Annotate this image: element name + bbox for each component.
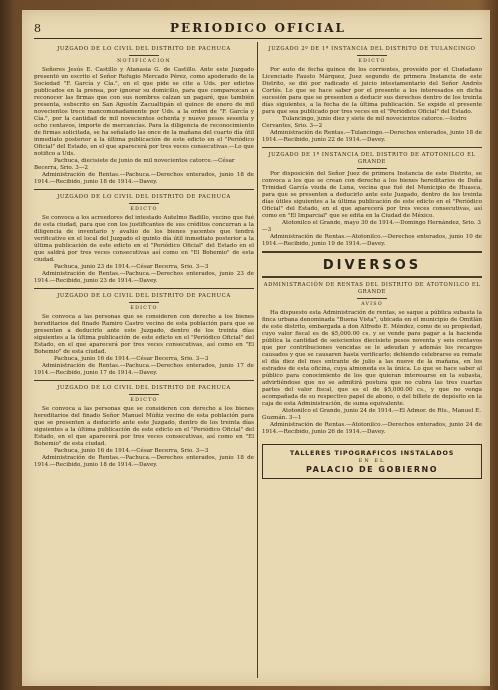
notice-footer: Administración de Rentas.—Pachuca.—Derechos enterados, junio 18 de 1914.—Recibido, junio 18 de 1914.—Davey. xyxy=(34,172,254,185)
notice-footer: Administración de Rentas.—Pachuca.—Derechos enterados, junio 18 de 1914.—Recibido, junio 18 de 1914.—Davey. xyxy=(34,455,254,468)
notice-left-4 xyxy=(34,385,254,469)
divider xyxy=(262,147,482,148)
notice-body: Se convoca a los acreedores del intestado Autelmo Badillo, vecino que fué de esta ciudad, para que con los justificantes de sus créditos concurran a la diligencia de inventario y avalúo de los bienes yacentes que tendrá verificativo en el local del Juzgado el quinto día útil inmediato posterior a la última publicación de este edicto en el "Periódico Oficial" del Estado en el que saldrá por tres veces consecutivas así como en "El Bohemio" de esta ciudad. xyxy=(34,215,254,263)
notice-left-2 xyxy=(34,194,254,285)
notice-footer: Administración de Rentas.—Atotonilco.—Derechos enterados, junio 10 de 1914.—Recibido, junio 19 de 1914.—Davey. xyxy=(262,234,482,247)
notice-right-2 xyxy=(262,152,482,248)
notice-heading: ADMINISTRACIÓN DE RENTAS DEL DISTRITO DE ATOTONILCO EL GRANDE xyxy=(263,282,481,295)
notice-diversos xyxy=(262,282,482,436)
notice-heading: JUZGADO DE LO CIVIL DEL DISTRITO DE PACHUCA xyxy=(57,293,231,299)
notice-right-1 xyxy=(262,46,482,144)
notice-signature: Tulancingo, junio diez y siete de mil novecientos catorce.—Isidro Cervantes, Srio. 3—2 xyxy=(262,116,467,129)
notice-subheading: EDICTO xyxy=(358,59,386,64)
divider xyxy=(262,276,482,278)
page-title: PERIODICO OFICIAL xyxy=(170,21,346,35)
notice-heading: JUZGADO DE LO CIVIL DEL DISTRITO DE PACHUCA xyxy=(57,385,231,391)
divider xyxy=(34,288,254,289)
notice-subheading: EDICTO xyxy=(130,306,158,311)
notice-subheading: NOTIFICACION xyxy=(117,59,171,64)
notice-signature: Pachuca, junio 16 de 1914.—César Becerra, Srio. 3—3 xyxy=(54,356,209,362)
notice-body: Señores Jesús E. Castillo y Atanasia G. de Castillo. Ante este Juzgado presentó un escrito el Señor Refugio Mercado Pérez, como apoderado de la Sociedad "F. García y Cía.", en el que pide se cite a Uds. por edictos publicados en la prensa, por ignorar su domicilio, para que comparezcan a reconocer las firmas que con sus nombres calzan un pagaré, que también presenta, subscrito en San Agustín Zacualtipán el quince de enero de mil novecientos trece mancomunadamente por Uds. a la orden de "F. García y Cía.", por la cantidad de mil novecientos ochenta y nueve pesos sesenta y ocho centavos, importe de mercancías. Para la diligencia de reconocimiento de firmas solicitada, se ha señalado las once de la mañana del cuarto día útil inmediato posterior a la última publicación de este edicto en el "Periódico Oficial" del Estado, en el que aparecerá por tres veces consecutivas.—Lo que notifico a Uds. xyxy=(34,67,254,157)
notice-body: Por auto de fecha quince de los corrientes, proveído por el Ciudadano Licenciado Fausto Márquez, Juez segundo de primera Instancia de este Distrito, se dió por radicado el juicio intestamentario del Señor Andrés Cortés. Lo que se hace saber por el presente a los interesados en dicha sucesión para que se presenten a deducir sus derechos dentro de los treinta días siguientes, a la fecha de la última publicación. Se expide el presente para que sea publicado por tres veces en el "Periódico Oficial" del Estado. xyxy=(262,67,482,115)
talleres-line-2: EN EL xyxy=(358,458,386,464)
notice-signature: Atotonilco el Grande, junio 24 de 1914.—El Admor. de Rts., Manuel E. Guzmán. 3—1 xyxy=(262,408,481,421)
talleres-line-1: TALLERES TIPOGRAFICOS INSTALADOS xyxy=(289,449,455,457)
page-number: 8 xyxy=(34,21,42,35)
page-header xyxy=(34,18,482,39)
notice-body: Ha dispuesto esta Administración de rentas, se saque a pública subasta la finca urbana denominada "Buena Vista", ubicada en el municipio de Omitlán de este distrito, embargada a don Alfredo E. Méndez, como de su propiedad, cuyo valor fiscal es de $5,000.00 cs. y se vende para pagar a la hacienda pública la cantidad de seiscientos diecisiete pesos noventa y seis centavos que por contribuciones vencidas se le adeudan y además los recargos causados y que se causaren hasta verificarlo; debiendo celebrarse su remate el día diez del mes entrante de julio a las nueve de la mañana, en los estrados de esta oficina, cuya almoneda es la única. Lo que se hace saber al público para conocimiento de los que quieran interesarse en la subasta, advirtiéndose que no se admitirá postura que no cubra las tres cuartas partes del valor fiscal, que es el de $5,000.00 cs., y que no venga acompañada de su respectivo papel de abono, o del billete de depósito en la caja de esta Administración, de suma equivalente. xyxy=(262,310,482,407)
columns xyxy=(34,42,482,678)
divider xyxy=(262,251,482,253)
notice-left-3 xyxy=(34,293,254,377)
section-title-diversos: DIVERSOS xyxy=(322,258,422,273)
notice-signature: Atotonilco el Grande, mayo 30 de 1914.—Domingo Hernández, Srio. 3—3 xyxy=(262,220,481,233)
newspaper-page xyxy=(22,10,490,686)
printing-shop-box xyxy=(262,444,482,479)
notice-subheading: EDICTO xyxy=(130,398,158,403)
notice-heading: JUZGADO DE LO CIVIL DEL DISTRITO DE PACHUCA xyxy=(57,194,231,200)
notice-signature: Pachuca, diecisiete de junio de mil novecientos catorce.—César Becerra, Srio. 3—2 xyxy=(34,158,235,171)
right-column xyxy=(258,42,482,678)
notice-heading: JUZGADO DE LO CIVIL DEL DISTRITO DE PACHUCA xyxy=(57,46,231,52)
notice-footer: Administración de Rentas.—Pachuca.—Derechos enterados, junio 17 de 1914.—Recibido, junio 17 de 1914.—Davey. xyxy=(34,363,254,376)
notice-footer: Administración de Rentas.—Atotonilco.—Derechos enterados, junio 24 de 1914.—Recibido, junio 26 de 1914.—Davey. xyxy=(262,422,482,435)
notice-left-1 xyxy=(34,46,254,186)
notice-body: Se convoca a las personas que se consideren con derecho a los bienes hereditarios del finado Ramiro Castro vecino de esta población para que se presenten a deducirlo ante este Juzgado, dentro de los treinta días siguientes a la última publicación de este edicto en el "Periódico Oficial" del Estado, en el que aparecerá por tres veces consecutivas, así como en "El Bohemio" de esta ciudad. xyxy=(34,314,254,355)
notice-footer: Administración de Rentas.—Tulancingo.—Derechos enterados, junio 18 de 1914.—Recibido, junio 22 de 1914.—Davey. xyxy=(262,130,482,143)
left-column xyxy=(34,42,258,678)
notice-footer: Administración de Rentas.—Pachuca.—Derechos enterados, junio 23 de 1914.—Recibido, junio 23 de 1914.—Davey. xyxy=(34,271,254,284)
notice-body: Por disposición del Señor Juez de primera Instancia de este Distrito, se convoca a los que se crean con derecho a los bienes hereditarios de Doña Trinidad García viuda de Luna, vecina que fué del Municipio de Huasca, para que se presenten a deducirlo ante este Juzgado, dentro de los treinta días útiles siguientes a la última publicación de este edicto en el "Periódico Oficial" del Estado, en el que aparecerá por tres veces consecutivas, así como en "El Imparcial" que se edita en la Ciudad de México. xyxy=(262,171,482,219)
notice-subheading: AVISO xyxy=(361,302,383,307)
notice-subheading: EDICTO xyxy=(130,207,158,212)
notice-signature: Pachuca, junio 23 de 1914.—César Becerra, Srio. 3—3 xyxy=(54,264,209,270)
divider xyxy=(34,380,254,381)
talleres-line-3: PALACIO DE GOBIERNO xyxy=(306,465,438,474)
divider xyxy=(34,189,254,190)
notice-body: Se convoca a las personas que se consideren con derecho a los bienes hereditarios del finado Señor Manuel Múñiz vecino de esta población para que se presenten a deducirlo ante este Juzgado, dentro de los treinta días siguientes a la última publicación de este edicto en el "Periódico Oficial" del Estado, en el que aparecerá por tres veces consecutivas, así como en "El Bohemio" de esta ciudad. xyxy=(34,406,254,447)
notice-heading: JUZGADO 2º DE 1ª INSTANCIA DEL DISTRITO DE TULANCINGO xyxy=(268,46,476,52)
notice-signature: Pachuca, junio 16 de 1914.—César Becerra, Srio. 3—3 xyxy=(54,448,209,454)
notice-heading: JUZGADO DE 1ª INSTANCIA DEL DISTRITO DE ATOTONILCO EL GRANDE xyxy=(268,152,476,165)
